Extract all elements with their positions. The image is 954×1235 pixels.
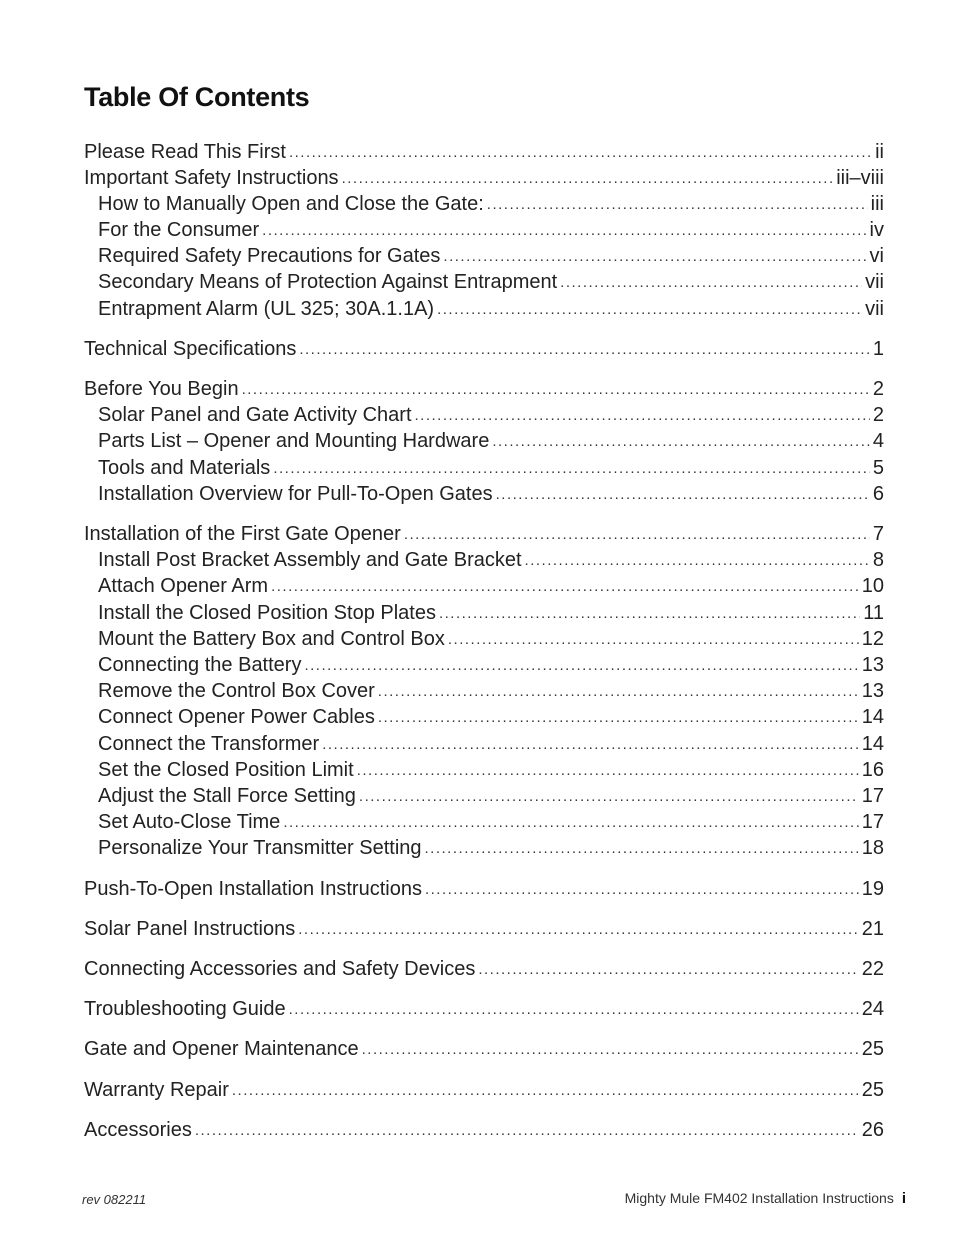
- toc-subentry[interactable]: [98, 402, 884, 428]
- dot-leader: [289, 143, 872, 163]
- toc-entry-label: Accessories: [84, 1119, 192, 1141]
- dot-leader: [273, 459, 870, 479]
- toc-entry-page: 12: [861, 628, 884, 650]
- toc-subentry[interactable]: [98, 626, 884, 652]
- toc-entry-page: iii: [870, 193, 884, 215]
- toc-entry-label: Installation of the First Gate Opener: [84, 523, 401, 545]
- toc-entry[interactable]: [84, 1117, 884, 1143]
- toc-entry-page: 18: [861, 837, 884, 859]
- dot-leader: [525, 551, 870, 571]
- toc-entry-page: 8: [872, 549, 884, 571]
- dot-leader: [362, 1040, 859, 1060]
- dot-leader: [478, 960, 858, 980]
- toc-entry-page: 2: [872, 404, 884, 426]
- toc-subentry[interactable]: [98, 809, 884, 835]
- toc-entry-page: 14: [861, 706, 884, 728]
- toc-entry-label: Install Post Bracket Assembly and Gate Bracket: [98, 549, 522, 571]
- toc-entry-label: Solar Panel Instructions: [84, 918, 296, 940]
- toc-subentry[interactable]: [98, 296, 884, 322]
- dot-leader: [298, 920, 859, 940]
- toc-entry-label: Connecting the Battery: [98, 654, 302, 676]
- toc-subentry[interactable]: [98, 704, 884, 730]
- toc-entry-label: Entrapment Alarm (UL 325; 30A.1.1A): [98, 298, 435, 320]
- dot-leader: [242, 380, 870, 400]
- toc-entry-label: Connecting Accessories and Safety Devices: [84, 958, 476, 980]
- toc-subentry[interactable]: [98, 455, 884, 481]
- toc-subentry[interactable]: [98, 481, 884, 507]
- toc-entry-label: Installation Overview for Pull-To-Open Gates: [98, 483, 493, 505]
- toc-entry-page: 11: [863, 602, 884, 624]
- dot-leader: [425, 880, 859, 900]
- toc-subentry[interactable]: [98, 243, 884, 269]
- dot-leader: [299, 340, 870, 360]
- dot-leader: [415, 406, 870, 426]
- toc-entry-label: Remove the Control Box Cover: [98, 680, 375, 702]
- toc-entry-label: Tools and Materials: [98, 457, 271, 479]
- toc-entry-page: ii: [875, 141, 884, 163]
- toc-entry-label: Before You Begin: [84, 378, 239, 400]
- toc-entry-page: 13: [861, 680, 884, 702]
- toc-entry-page: 26: [861, 1119, 884, 1141]
- dot-leader: [322, 735, 859, 755]
- toc-entry-label: Install the Closed Position Stop Plates: [98, 602, 436, 624]
- dot-leader: [487, 195, 868, 215]
- toc-entry-page: 17: [861, 811, 884, 833]
- toc-entry-page: 4: [872, 430, 884, 452]
- toc-entry-label: Solar Panel and Gate Activity Chart: [98, 404, 412, 426]
- toc-subentry[interactable]: [98, 757, 884, 783]
- toc-entry-page: vii: [865, 298, 884, 320]
- toc-entry-label: Mount the Battery Box and Control Box: [98, 628, 445, 650]
- toc-entry-page: 17: [861, 785, 884, 807]
- toc-entry-label: Push-To-Open Installation Instructions: [84, 878, 422, 900]
- toc-entry-page: 25: [861, 1079, 884, 1101]
- toc-entry[interactable]: [84, 521, 884, 547]
- dot-leader: [378, 708, 859, 728]
- toc-entry-label: For the Consumer: [98, 219, 260, 241]
- dot-leader: [560, 273, 862, 293]
- toc-entry-label: How to Manually Open and Close the Gate:: [98, 193, 484, 215]
- toc-entry-page: 7: [872, 523, 884, 545]
- dot-leader: [283, 813, 858, 833]
- toc-entry-label: Please Read This First: [84, 141, 286, 163]
- toc-entry-label: Adjust the Stall Force Setting: [98, 785, 356, 807]
- dot-leader: [443, 247, 866, 267]
- toc-entry-label: Personalize Your Transmitter Setting: [98, 837, 422, 859]
- toc-subentry[interactable]: [98, 428, 884, 454]
- toc-entry-page: 14: [861, 733, 884, 755]
- dot-leader: [304, 656, 858, 676]
- toc-entry-label: Parts List – Opener and Mounting Hardware: [98, 430, 490, 452]
- toc-entry[interactable]: [84, 1036, 884, 1062]
- toc-entry-page: 13: [861, 654, 884, 676]
- dot-leader: [496, 485, 870, 505]
- toc-entry-page: 19: [861, 878, 884, 900]
- dot-leader: [439, 604, 860, 624]
- dot-leader: [357, 761, 859, 781]
- toc-entry-page: vii: [865, 271, 884, 293]
- document-title: Mighty Mule FM402 Installation Instructions: [624, 1190, 894, 1206]
- toc-entry-label: Connect the Transformer: [98, 733, 320, 755]
- toc-entry-label: Attach Opener Arm: [98, 575, 269, 597]
- toc-entry-label: Warranty Repair: [84, 1079, 229, 1101]
- toc-entry-page: 6: [872, 483, 884, 505]
- toc-entry-page: 10: [861, 575, 884, 597]
- toc-entry[interactable]: [84, 139, 884, 165]
- toc-entry-page: 24: [861, 998, 884, 1020]
- toc-subentry[interactable]: [98, 191, 884, 217]
- toc-entry[interactable]: [84, 1077, 884, 1103]
- toc-entry-label: Secondary Means of Protection Against Entrapment: [98, 271, 558, 293]
- toc-entry-label: Connect Opener Power Cables: [98, 706, 375, 728]
- toc-entry-label: Gate and Opener Maintenance: [84, 1038, 359, 1060]
- toc-entry-label: Important Safety Instructions: [84, 167, 339, 189]
- toc-subentry[interactable]: [98, 678, 884, 704]
- page-title: Table Of Contents: [84, 82, 310, 112]
- page-footer: [625, 1190, 906, 1207]
- toc-subentry[interactable]: [98, 783, 884, 809]
- toc-subentry[interactable]: [98, 547, 884, 573]
- dot-leader: [492, 432, 870, 452]
- dot-leader: [448, 630, 859, 650]
- toc-entry-page: iv: [869, 219, 884, 241]
- toc-entry-page: 16: [861, 759, 884, 781]
- dot-leader: [437, 300, 862, 320]
- dot-leader: [271, 577, 859, 597]
- toc-entry-label: Set the Closed Position Limit: [98, 759, 354, 781]
- dot-leader: [262, 221, 866, 241]
- toc-entry-page: 21: [861, 918, 884, 940]
- toc-entry[interactable]: [84, 956, 884, 982]
- toc-subentry[interactable]: [98, 652, 884, 678]
- toc-subentry[interactable]: [98, 269, 884, 295]
- dot-leader: [378, 682, 859, 702]
- toc-entry[interactable]: [84, 336, 884, 362]
- toc-entry[interactable]: [84, 996, 884, 1022]
- dot-leader: [232, 1081, 859, 1101]
- toc-entry[interactable]: [84, 376, 884, 402]
- toc-entry-label: Set Auto-Close Time: [98, 811, 281, 833]
- toc-entry[interactable]: [84, 165, 884, 191]
- toc-entry-page: 5: [872, 457, 884, 479]
- dot-leader: [289, 1000, 859, 1020]
- toc-entry-page: 22: [861, 958, 884, 980]
- toc-entry-page: 2: [872, 378, 884, 400]
- toc-subentry[interactable]: [98, 835, 884, 861]
- toc-entry-label: Technical Specifications: [84, 338, 297, 360]
- toc-entry-label: Troubleshooting Guide: [84, 998, 286, 1020]
- toc-subentry[interactable]: [98, 217, 884, 243]
- dot-leader: [359, 787, 859, 807]
- toc-entry-label: Required Safety Precautions for Gates: [98, 245, 441, 267]
- toc-entry[interactable]: [84, 916, 884, 942]
- toc-entry[interactable]: [84, 876, 884, 902]
- toc-subentry[interactable]: [98, 600, 884, 626]
- toc-entry-page: 1: [872, 338, 884, 360]
- revision-label: rev 082211: [82, 1192, 147, 1207]
- dot-leader: [425, 839, 859, 859]
- toc-entry-page: 25: [861, 1038, 884, 1060]
- toc-entry-page: iii–viii: [836, 167, 884, 189]
- page-number: i: [901, 1190, 906, 1207]
- dot-leader: [195, 1121, 859, 1141]
- dot-leader: [342, 169, 834, 189]
- toc-subentry[interactable]: [98, 731, 884, 757]
- dot-leader: [404, 525, 870, 545]
- toc-subentry[interactable]: [98, 573, 884, 599]
- toc-entry-page: vi: [869, 245, 884, 267]
